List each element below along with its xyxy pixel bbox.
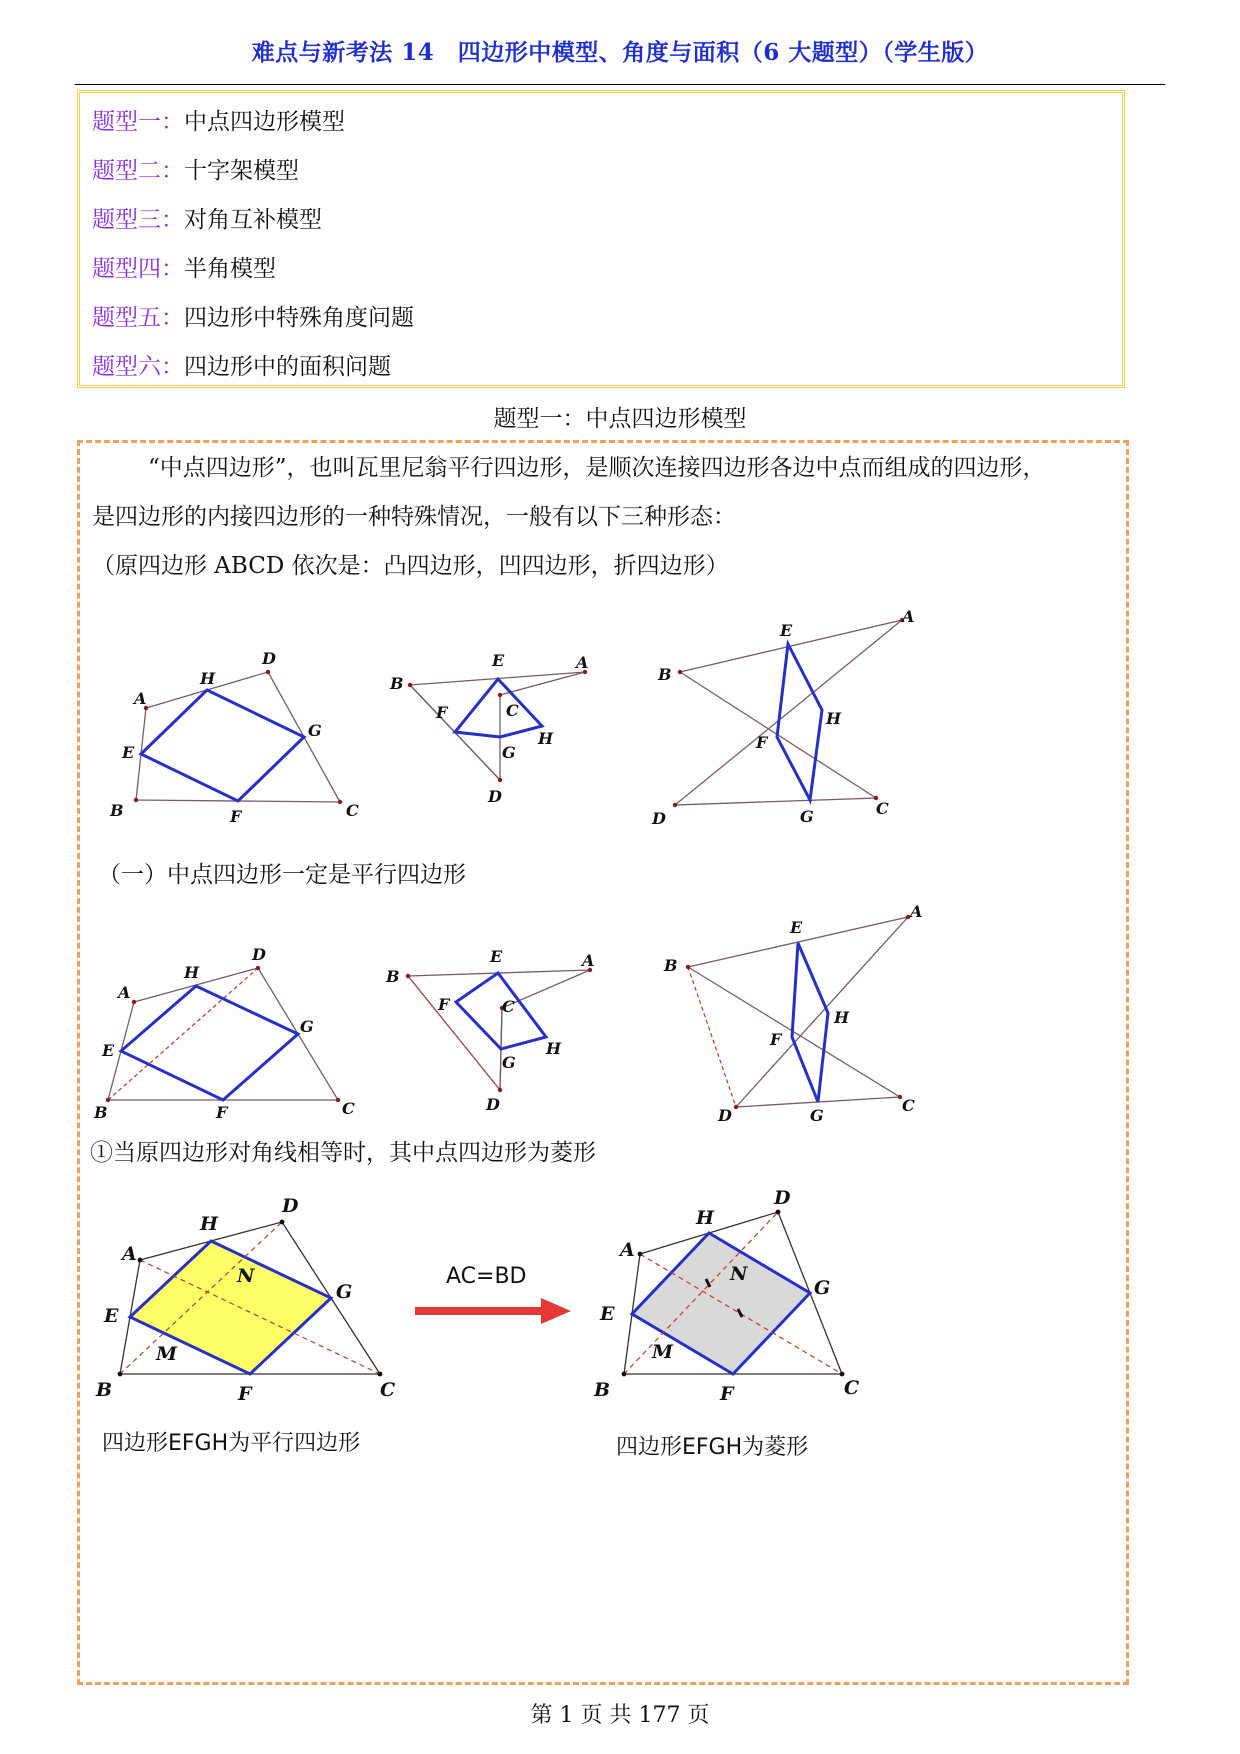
toc-key: 题型五 xyxy=(92,305,161,331)
red-arrow xyxy=(415,1296,575,1326)
toc-sep: ： xyxy=(161,158,184,184)
intro-line-3: （原四边形 ABCD 依次是：凸四边形，凹四边形，折四边形） xyxy=(92,553,729,579)
label-G: G xyxy=(300,1017,314,1036)
caption-parallelogram: 四边形EFGH为平行四边形 xyxy=(102,1431,361,1456)
figure-concave-quadrilateral xyxy=(380,640,610,820)
label-D: D xyxy=(652,809,666,828)
label-F: F xyxy=(216,1103,228,1120)
label-A: A xyxy=(122,1243,137,1265)
arrow-condition-label: AC=BD xyxy=(446,1264,527,1289)
figure-convex-quadrilateral xyxy=(100,640,370,830)
toc-text: 十字架模型 xyxy=(184,158,299,184)
label-C: C xyxy=(342,1099,355,1118)
caption-rhombus: 四边形EFGH为菱形 xyxy=(616,1435,809,1460)
figure-concave-with-diagonal xyxy=(380,940,610,1120)
label-B: B xyxy=(110,801,124,820)
toc-key: 题型四 xyxy=(92,256,161,282)
label-F: F xyxy=(238,1383,252,1405)
label-D: D xyxy=(262,649,276,668)
label-H: H xyxy=(834,1008,850,1027)
label-E: E xyxy=(492,651,505,670)
label-B: B xyxy=(96,1379,113,1401)
intro-line-1: “中点四边形”，也叫瓦里尼翁平行四边形，是顺次连接四边形各边中点而组成的四边形， xyxy=(148,455,1046,481)
label-F: F xyxy=(756,733,768,752)
label-C: C xyxy=(380,1379,396,1401)
toc-sep: ： xyxy=(161,109,184,135)
label-N: N xyxy=(730,1263,748,1285)
label-E: E xyxy=(490,947,503,966)
page-number: 第 1 页 共 177 页 xyxy=(530,1703,710,1728)
label-C: C xyxy=(902,1096,915,1115)
toc-item-6 xyxy=(92,348,391,381)
label-A: A xyxy=(576,653,589,672)
label-E: E xyxy=(600,1303,615,1325)
toc-box xyxy=(77,90,1125,388)
item-rhombus-condition: ①当原四边形对角线相等时，其中点四边形为菱形 xyxy=(90,1140,596,1166)
label-D: D xyxy=(718,1106,732,1125)
toc-key: 题型一 xyxy=(92,109,161,135)
figure-midpoint-rhombus xyxy=(580,1190,880,1410)
intro-line-2: 是四边形的内接四边形的一种特殊情况，一般有以下三种形态： xyxy=(92,504,736,530)
label-G: G xyxy=(336,1281,353,1303)
figure-crossed-with-diagonal xyxy=(650,895,940,1125)
toc-text: 对角互补模型 xyxy=(184,207,322,233)
label-D: D xyxy=(488,787,502,806)
toc-text: 半角模型 xyxy=(184,256,276,282)
label-B: B xyxy=(658,665,672,684)
label-F: F xyxy=(438,995,450,1014)
toc-item-3 xyxy=(92,201,322,234)
label-E: E xyxy=(790,918,803,937)
label-E: E xyxy=(104,1305,119,1327)
label-E: E xyxy=(102,1041,115,1060)
label-B: B xyxy=(664,956,678,975)
label-D: D xyxy=(774,1190,791,1209)
label-G: G xyxy=(502,743,516,762)
figure-crossed-quadrilateral xyxy=(640,600,930,830)
label-G: G xyxy=(308,721,322,740)
label-H: H xyxy=(200,669,216,688)
toc-sep: ： xyxy=(161,256,184,282)
toc-key: 题型六 xyxy=(92,354,161,380)
label-C: C xyxy=(844,1377,860,1399)
label-H: H xyxy=(200,1213,218,1235)
label-B: B xyxy=(594,1379,611,1401)
toc-item-2 xyxy=(92,152,299,185)
label-F: F xyxy=(720,1383,734,1405)
toc-key: 题型三 xyxy=(92,207,161,233)
label-H: H xyxy=(826,709,842,728)
toc-text: 四边形中的面积问题 xyxy=(184,354,391,380)
label-M: M xyxy=(652,1341,674,1363)
label-M: M xyxy=(156,1343,178,1365)
label-F: F xyxy=(230,807,242,826)
label-E: E xyxy=(122,743,135,762)
label-H: H xyxy=(546,1039,562,1058)
label-C: C xyxy=(346,801,359,820)
toc-text: 中点四边形模型 xyxy=(184,109,345,135)
toc-item-4 xyxy=(92,250,276,283)
label-C: C xyxy=(506,701,519,720)
label-D: D xyxy=(486,1095,500,1114)
label-G: G xyxy=(800,807,814,826)
figure-convex-with-diagonal xyxy=(90,930,370,1120)
toc-sep: ： xyxy=(161,354,184,380)
label-A: A xyxy=(902,607,915,626)
label-B: B xyxy=(94,1103,108,1120)
label-B: B xyxy=(386,967,400,986)
label-C: C xyxy=(502,997,515,1016)
label-A: A xyxy=(620,1239,635,1261)
label-G: G xyxy=(814,1277,831,1299)
toc-sep: ： xyxy=(161,305,184,331)
label-B: B xyxy=(390,674,404,693)
label-A: A xyxy=(910,902,923,921)
label-A: A xyxy=(134,689,147,708)
document-title: 难点与新考法 14 四边形中模型、角度与面积（6 大题型）（学生版） xyxy=(251,39,989,66)
label-H: H xyxy=(538,729,554,748)
label-G: G xyxy=(502,1053,516,1072)
subheading-parallelogram: （一）中点四边形一定是平行四边形 xyxy=(98,862,466,888)
figure-midpoint-parallelogram xyxy=(90,1190,420,1410)
label-A: A xyxy=(582,951,595,970)
toc-text: 四边形中特殊角度问题 xyxy=(184,305,414,331)
label-F: F xyxy=(436,703,448,722)
label-C: C xyxy=(876,799,889,818)
label-H: H xyxy=(184,963,200,982)
label-E: E xyxy=(780,621,793,640)
label-D: D xyxy=(282,1195,299,1217)
section-heading: 题型一：中点四边形模型 xyxy=(493,406,747,432)
header-divider xyxy=(75,84,1165,85)
toc-item-5 xyxy=(92,299,414,332)
toc-sep: ： xyxy=(161,207,184,233)
label-A: A xyxy=(118,983,131,1002)
label-G: G xyxy=(810,1106,824,1125)
label-D: D xyxy=(252,945,266,964)
label-F: F xyxy=(770,1030,782,1049)
label-H: H xyxy=(696,1207,714,1229)
toc-key: 题型二 xyxy=(92,158,161,184)
label-N: N xyxy=(237,1265,255,1287)
toc-item-1 xyxy=(92,103,345,136)
